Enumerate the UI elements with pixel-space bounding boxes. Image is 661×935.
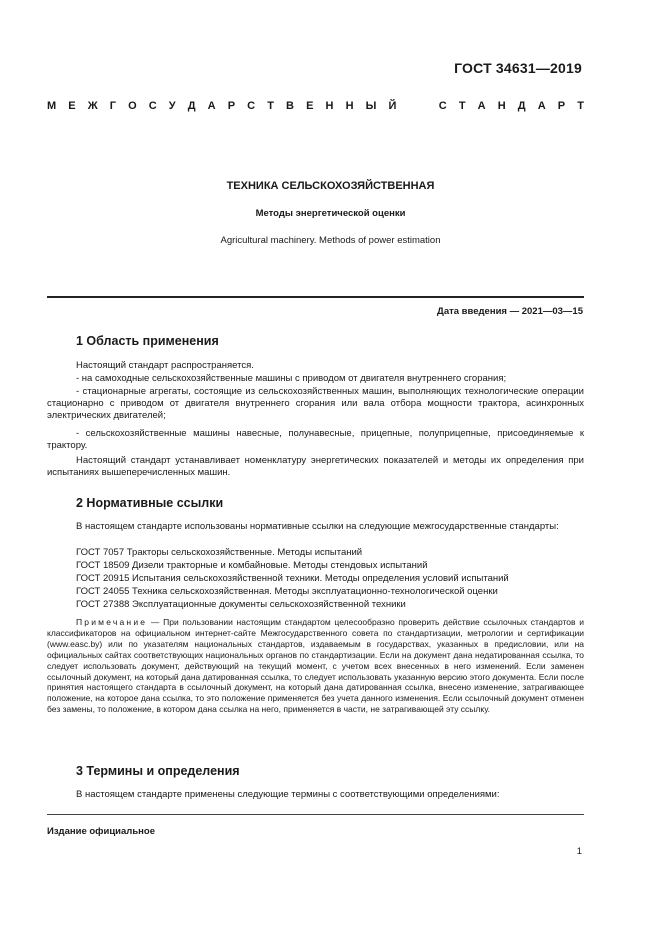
- normative-note: [47, 617, 584, 715]
- header-band-letter: А: [537, 100, 546, 112]
- header-band-letter: Т: [577, 100, 584, 112]
- section-3-intro: В настоящем стандарте применены следующие термины с соответствующими определениями:: [76, 789, 500, 800]
- header-band-letter: Н: [345, 100, 354, 112]
- section-1-item-2: - стационарные агрегаты, состоящие из сельскохозяйственных машин, выполняющих технологические операции стационарно с приводом от двигателя внутреннего сгорания или вала отбора мощности трактора, асинхронных электрических двигателей;: [47, 386, 584, 421]
- header-band-letter: Ж: [87, 100, 98, 112]
- header-band-letter: Н: [325, 100, 334, 112]
- header-band-letter: А: [207, 100, 216, 112]
- header-band-letter: Т: [458, 100, 466, 112]
- header-band-letter: О: [128, 100, 137, 112]
- section-1-item-3: - сельскохозяйственные машины навесные, полунавесные, прицепные, полуприцепные, присоединяемые к трактору.: [47, 428, 584, 451]
- header-band-letter: С: [438, 100, 447, 112]
- header-band-letter: Р: [227, 100, 236, 112]
- document-title: ТЕХНИКА СЕЛЬСКОХОЗЯЙСТВЕННАЯ: [226, 180, 435, 192]
- header-band-letter: Д: [517, 100, 526, 112]
- section-2-heading: 2 Нормативные ссылки: [76, 496, 224, 510]
- note-label: Примечание: [76, 617, 148, 627]
- header-band-letter: Й: [388, 100, 397, 112]
- note-text: — При пользовании настоящим стандартом целесообразно проверить действие ссылочных стандартов и классификаторов на официальном интернет-сайте Межгосударственного совета по стандартизации, метрологии и сертификации (www.easc.by) или по указателям национальных стандартов, издаваемым в государствах, указанных в предисловии, или на официальных сайтах соответствующих национальных органов по стандартизации. Если на документ дана недатированная ссылка, то следует использовать документ, действующий на текущий момент, с учетом всех внесенных в него изменений. Если заменен ссылочный документ, на который дана датированная ссылка, то следует использовать указанную версию этого документа. Если после принятия настоящего стандарта в ссылочный документ, на который дана датированная ссылка, внесено изменение, затрагивающее положение, на которое дана ссылка, то это положение применяется без учета данного изменения. Если ссылочный документ отменен без замены, то положение, в котором дана ссылка на него, применяется в части, не затрагивающей эту ссылку.: [47, 617, 584, 715]
- section-3-heading: 3 Термины и определения: [76, 764, 240, 778]
- header-band-gap: [408, 100, 411, 112]
- header-band-letter: М: [47, 100, 57, 112]
- title-divider: [47, 296, 584, 298]
- section-2-intro: В настоящем стандарте использованы нормативные ссылки на следующие межгосударственные стандарты:: [76, 521, 559, 532]
- reference-item: ГОСТ 27388 Эксплуатационные документы сельскохозяйственной техники: [76, 599, 406, 610]
- header-band-letter: С: [247, 100, 256, 112]
- header-band-letter: Г: [109, 100, 116, 112]
- section-1-closing: Настоящий стандарт устанавливает номенклатуру энергетических показателей и методы их определения при испытаниях вышеперечисленных машин.: [47, 455, 584, 478]
- header-band-letter: С: [148, 100, 157, 112]
- english-title: Agricultural machinery. Methods of power estimation: [220, 235, 441, 246]
- header-band-letter: Н: [497, 100, 506, 112]
- header-band-letter: Т: [267, 100, 274, 112]
- reference-item: ГОСТ 24055 Техника сельскохозяйственная. Методы эксплуатационно-технологической оценки: [76, 586, 498, 597]
- reference-item: ГОСТ 18509 Дизели тракторные и комбайновые. Методы стендовых испытаний: [76, 560, 428, 571]
- header-band-letter: Р: [557, 100, 566, 112]
- header-band-letter: Д: [187, 100, 196, 112]
- footer-divider: [47, 814, 584, 815]
- header-band-gap: [424, 100, 427, 112]
- header-band-letter: А: [477, 100, 486, 112]
- edition-label: Издание официальное: [47, 826, 155, 837]
- header-band-letter: Е: [306, 100, 314, 112]
- page-number: 1: [576, 846, 582, 857]
- reference-item: ГОСТ 7057 Тракторы сельскохозяйственные. Методы испытаний: [76, 547, 363, 558]
- effective-date: Дата введения — 2021—03—15: [437, 306, 583, 317]
- header-band-letter: У: [168, 100, 176, 112]
- document-subtitle: Методы энергетической оценки: [255, 208, 406, 219]
- header-band-letter: В: [286, 100, 294, 112]
- section-1-heading: 1 Область применения: [76, 334, 219, 348]
- section-1-intro: Настоящий стандарт распространяется.: [76, 360, 254, 371]
- section-1-item-1: - на самоходные сельскохозяйственные машины с приводом от двигателя внутреннего сгорания;: [76, 373, 507, 384]
- header-band-letter: Е: [68, 100, 76, 112]
- header-band-letter: Ы: [365, 100, 377, 112]
- standard-type-band: [47, 100, 584, 112]
- reference-item: ГОСТ 20915 Испытания сельскохозяйственной техники. Методы определения условий испытаний: [76, 573, 509, 584]
- document-number: ГОСТ 34631—2019: [454, 60, 582, 76]
